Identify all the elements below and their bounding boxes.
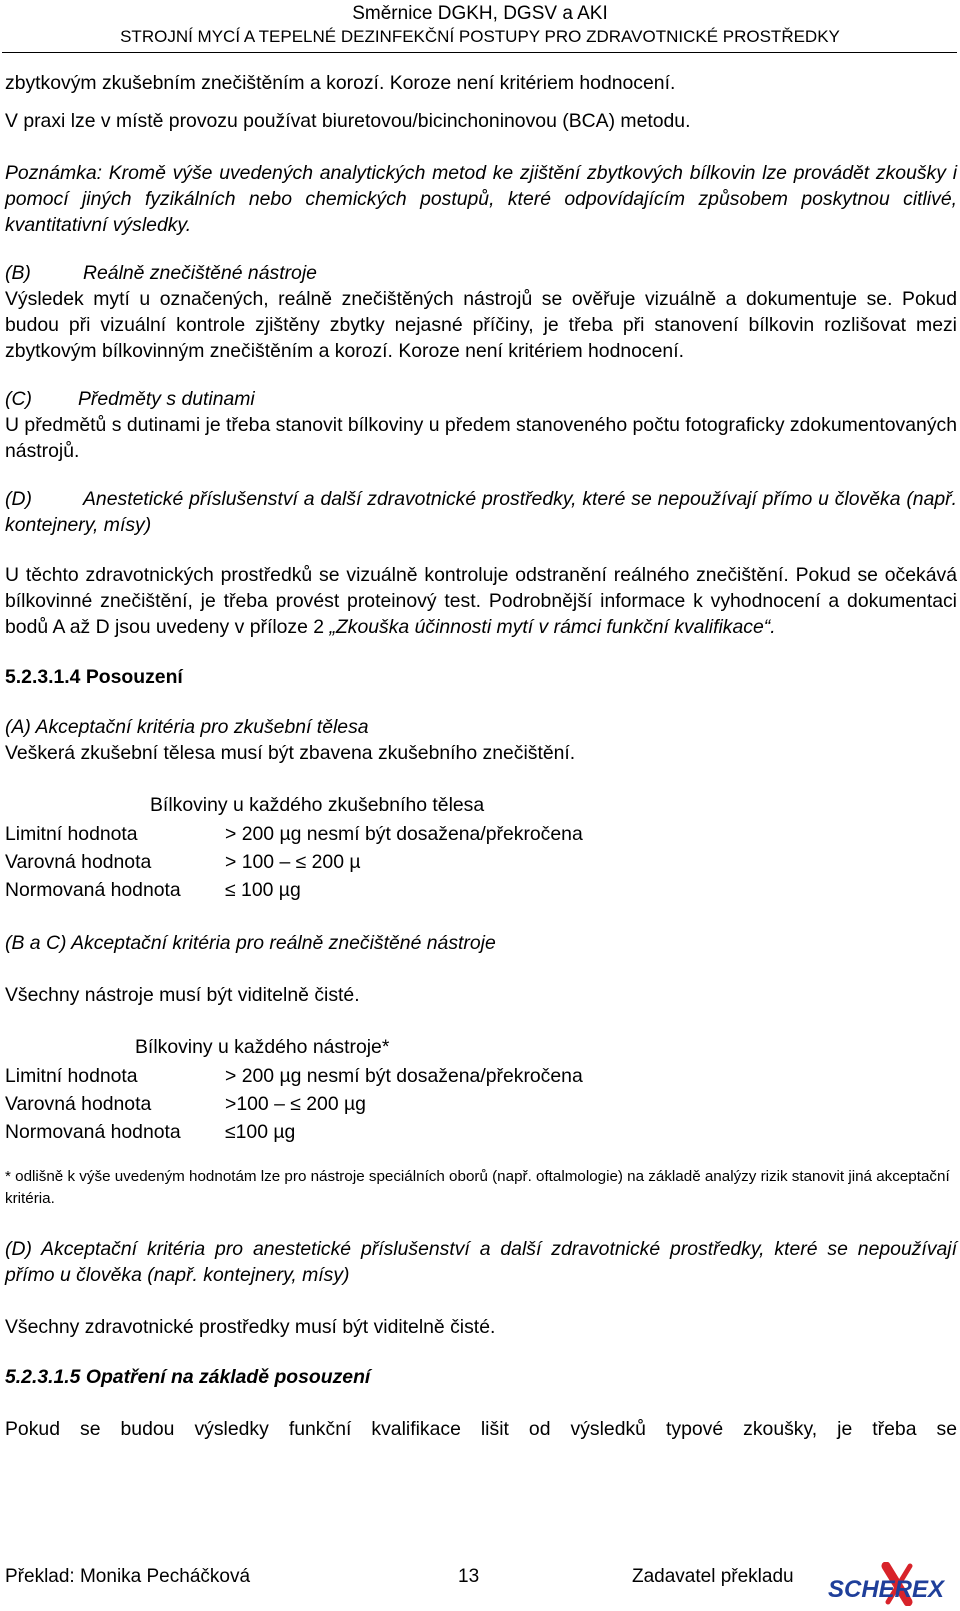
- appendix-reference: „Zkouška účinnosti mytí v rámci funkční kvalifikace“.: [329, 616, 776, 638]
- svg-text:SCHEREX: SCHEREX: [828, 1576, 945, 1603]
- header-divider: [2, 52, 957, 53]
- section-heading-5: 5.2.3.1.5 Opatření na základě posouzení: [5, 1366, 371, 1388]
- section-b-text: Výsledek mytí u označených, reálně znečištěných nástrojů se ověřuje vizuálně a dokumentuje se. Pokud budou při vizuální kontrole zjištěny zbytky nejasné příčiny, je třeba při stanovení bílkovin rozlišovat mezi zbytkovým bílkovinným znečištěním a korozí. Koroze není kritériem hodnocení.: [5, 288, 957, 362]
- paragraph: Pokud se budou výsledky funkční kvalifikace lišit od výsledků typové zkoušky, je třeba se: [5, 1418, 957, 1440]
- criteria-bc-title: (B a C) Akceptační kritéria pro reálně znečištěné nástroje: [5, 932, 496, 954]
- criteria-row: [5, 820, 957, 848]
- criteria-value: ≤ 100 µg: [225, 879, 301, 901]
- criteria-label: Varovná hodnota: [5, 851, 152, 873]
- criteria-table-instruments: [5, 1034, 957, 1146]
- criteria-a-title: (A) Akceptační kritéria pro zkušební tělesa: [5, 716, 369, 738]
- criteria-value: ≤100 µg: [225, 1121, 296, 1143]
- criteria-bc-text: Všechny nástroje musí být viditelně čisté.: [5, 984, 360, 1006]
- criteria-value: > 100 – ≤ 200 µ: [225, 851, 361, 873]
- note-paragraph: [5, 160, 957, 238]
- criteria-d-title: (D) Akceptační kritéria pro anestetické příslušenství a další zdravotnické prostředky, které se nepoužívají přímo u člověka (např. kontejnery, mísy): [5, 1238, 957, 1286]
- criteria-label: Limitní hodnota: [5, 823, 138, 845]
- footer-translator: Překlad: Monika Pecháčková: [5, 1566, 251, 1587]
- section-c-heading: [5, 386, 957, 412]
- section-title: Reálně znečištěné nástroje: [83, 262, 317, 284]
- section-c-text: U předmětů s dutinami je třeba stanovit bílkoviny u předem stanoveného počtu fotograficky zdokumentovaných nástrojů.: [5, 414, 957, 462]
- section-b-heading: [5, 260, 957, 286]
- criteria-label: Normovaná hodnota: [5, 1121, 181, 1143]
- scherex-logo-graphic: [826, 1562, 954, 1606]
- page-number: 13: [458, 1566, 480, 1587]
- section-label: (B): [5, 262, 31, 284]
- footnote: * odlišně k výše uvedeným hodnotám lze pro nástroje speciálních oborů (např. oftalmologie) na základě analýzy rizik stanovit jiná akceptační kritéria.: [5, 1168, 950, 1207]
- criteria-table-title: Bílkoviny u každého zkušebního tělesa: [150, 794, 485, 816]
- document-body: [5, 70, 957, 1442]
- criteria-label: Varovná hodnota: [5, 1093, 152, 1115]
- section-label: (C): [5, 388, 32, 410]
- paragraph: V praxi lze v místě provozu používat biuretovou/bicinchoninovou (BCA) metodu.: [5, 110, 691, 132]
- criteria-row: [5, 1090, 957, 1118]
- criteria-label: Limitní hodnota: [5, 1065, 138, 1087]
- criteria-d-text: Všechny zdravotnické prostředky musí být viditelně čisté.: [5, 1316, 496, 1338]
- criteria-row: [5, 1118, 957, 1146]
- footer-commissioner: Zadavatel překladu: [632, 1566, 794, 1587]
- section-d-text: [5, 562, 957, 640]
- header-subtitle: STROJNÍ MYCÍ A TEPELNÉ DEZINFEKČNÍ POSTUPY PRO ZDRAVOTNICKÉ PROSTŘEDKY: [120, 27, 840, 46]
- criteria-row: [5, 848, 957, 876]
- criteria-value: > 200 µg nesmí být dosažena/překročena: [225, 1065, 583, 1087]
- section-d-main: U těchto zdravotnických prostředků se vizuálně kontroluje odstranění reálného znečištění. Pokud se očekává bílkovinné znečištění, je třeba provést proteinový test. Podrobnější informace k vyhodnocení a dokumentaci bodů A až D jsou uvedeny v příloze 2: [5, 564, 957, 638]
- criteria-table-title: Bílkoviny u každého nástroje*: [135, 1036, 390, 1058]
- criteria-a-text: Veškerá zkušební tělesa musí být zbavena zkušebního znečištění.: [5, 742, 576, 764]
- section-title: Předměty s dutinami: [78, 388, 255, 410]
- section-label: (D): [5, 488, 32, 510]
- criteria-row: [5, 1062, 957, 1090]
- scherex-logo: [826, 1562, 954, 1606]
- criteria-row: [5, 876, 957, 904]
- header-title: Směrnice DGKH, DGSV a AKI: [352, 3, 608, 24]
- criteria-label: Normovaná hodnota: [5, 879, 181, 901]
- note-text: Poznámka: Kromě výše uvedených analytických metod ke zjištění zbytkových bílkovin lze provádět zkoušky i pomocí jiných fyzikálních nebo chemických postupů, které odpovídajícím způsobem poskytnou citlivé, kvantitativní výsledky.: [5, 162, 957, 236]
- section-heading-4: 5.2.3.1.4 Posouzení: [5, 666, 183, 688]
- paragraph: zbytkovým zkušebním znečištěním a korozí. Koroze není kritériem hodnocení.: [5, 72, 676, 94]
- criteria-table-test-bodies: [5, 792, 957, 904]
- criteria-value: > 200 µg nesmí být dosažena/překročena: [225, 823, 583, 845]
- section-d-heading: [5, 486, 957, 538]
- criteria-value: >100 – ≤ 200 µg: [225, 1093, 366, 1115]
- section-title: Anestetické příslušenství a další zdravotnické prostředky, které se nepoužívají přímo u člověka (např. kontejnery, mísy): [5, 488, 957, 536]
